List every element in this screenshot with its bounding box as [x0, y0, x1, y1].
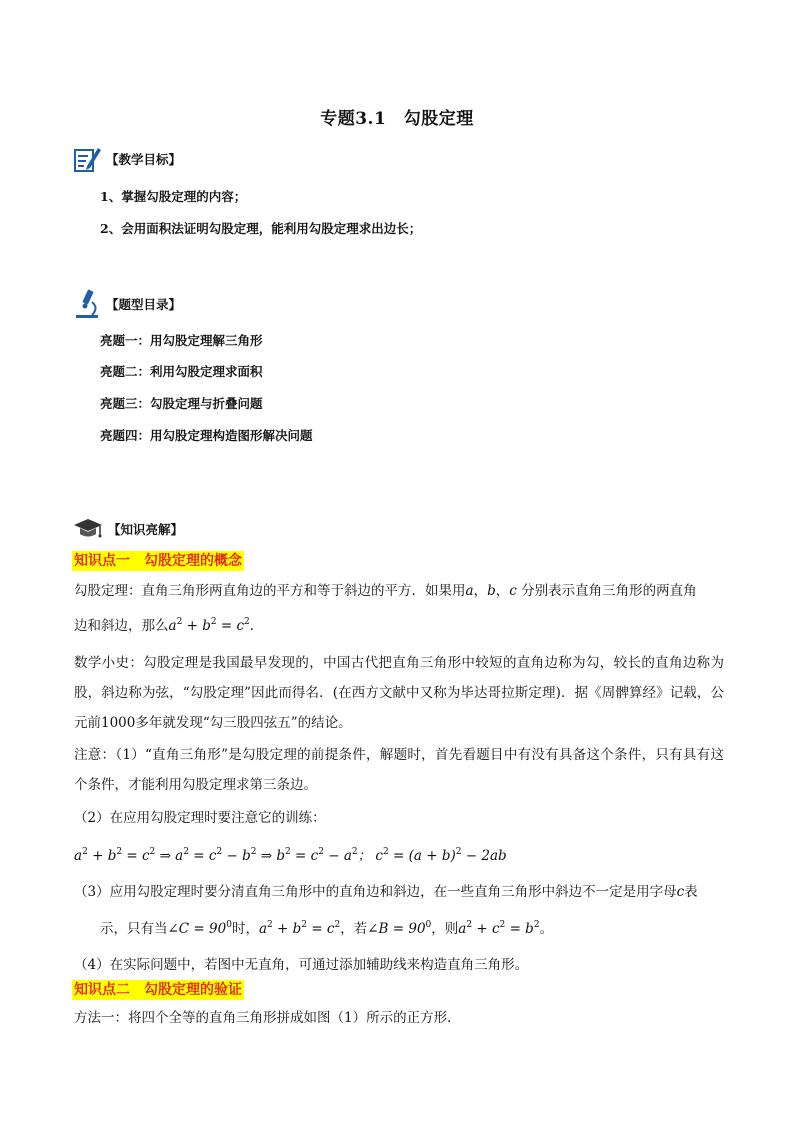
history-paragraph: 数学小史：勾股定理是我国最早发现的，中国古代把直角三角形中较短的直角边称为勾，较长的直角边称为股，斜边称为弦，“勾股定理”因此而得名．(在西方文献中又称为毕达哥拉斯定理)．据《周髀算经》记载，公元前1000多年就发现“勾三股四弦五”的结论。 — [74, 655, 724, 731]
catalog-item-1: 亮题一：用勾股定理解三角形 — [100, 333, 263, 348]
knowledge-point-1: 知识点一 勾股定理的概念 — [74, 553, 242, 569]
goal-item-2: 2、会用面积法证明勾股定理，能利用勾股定理求出边长； — [100, 221, 422, 236]
note-edit-icon — [72, 144, 102, 174]
note-3-line-1: （3）应用勾股定理时要分清直角三角形中的直角边和斜边，在一些直角三角形中斜边不一定是用字母c表 — [74, 884, 698, 900]
note-4: （4）在实际问题中，若图中无直角，可通过添加辅助线来构造直角三角形。 — [74, 957, 529, 973]
goals-header — [72, 144, 181, 174]
graduation-cap-icon — [72, 518, 104, 540]
catalog-item-2: 亮题二：利用勾股定理求面积 — [100, 364, 263, 379]
formula-line: $a^2 + b^2 = c^2$ ⇒ $a^2 = c^2 - b^2$ ⇒ $b^2 = c^2 - a^2$； $c^2 = (a + b)^2 - 2ab$ — [74, 847, 507, 864]
note-2: （2）在应用勾股定理时要注意它的训练： — [74, 810, 326, 826]
knowledge-header-label: 【知识亮解】 — [108, 522, 184, 537]
catalog-item-3: 亮题三：勾股定理与折叠问题 — [100, 396, 263, 411]
catalog-header — [72, 288, 181, 320]
knowledge-point-2: 知识点二 勾股定理的验证 — [74, 982, 242, 998]
goal-item-1: 1、掌握勾股定理的内容； — [100, 189, 247, 204]
method-1: 方法一：将四个全等的直角三角形拼成如图（1）所示的正方形． — [74, 1010, 461, 1026]
definition-line-1: 勾股定理：直角三角形两直角边的平方和等于斜边的平方．如果用a，b，c 分别表示直角三角形的两直角 — [74, 583, 697, 599]
goals-header-label: 【教学目标】 — [106, 152, 182, 167]
definition-line-2: 边和斜边，那么$a^2 + b^2 = c^2$． — [74, 617, 264, 634]
catalog-header-label: 【题型目录】 — [106, 297, 182, 312]
microscope-icon — [72, 288, 102, 320]
note-3-line-2: 示，只有当∠C = $90^0$时，$a^2 + b^2 = c^2$，若∠B = $90^0$，则$a^2 + c^2 = b^2$。 — [100, 920, 554, 937]
page-title: 专题3.1 勾股定理 — [320, 109, 474, 129]
knowledge-header — [72, 518, 183, 540]
catalog-item-4: 亮题四：用勾股定理构造图形解决问题 — [100, 428, 313, 443]
note-1: 注意：（1）“直角三角形”是勾股定理的前提条件，解题时，首先看题目中有没有具备这个条件，只有具有这个条件，才能利用勾股定理求第三条边。 — [74, 747, 724, 793]
